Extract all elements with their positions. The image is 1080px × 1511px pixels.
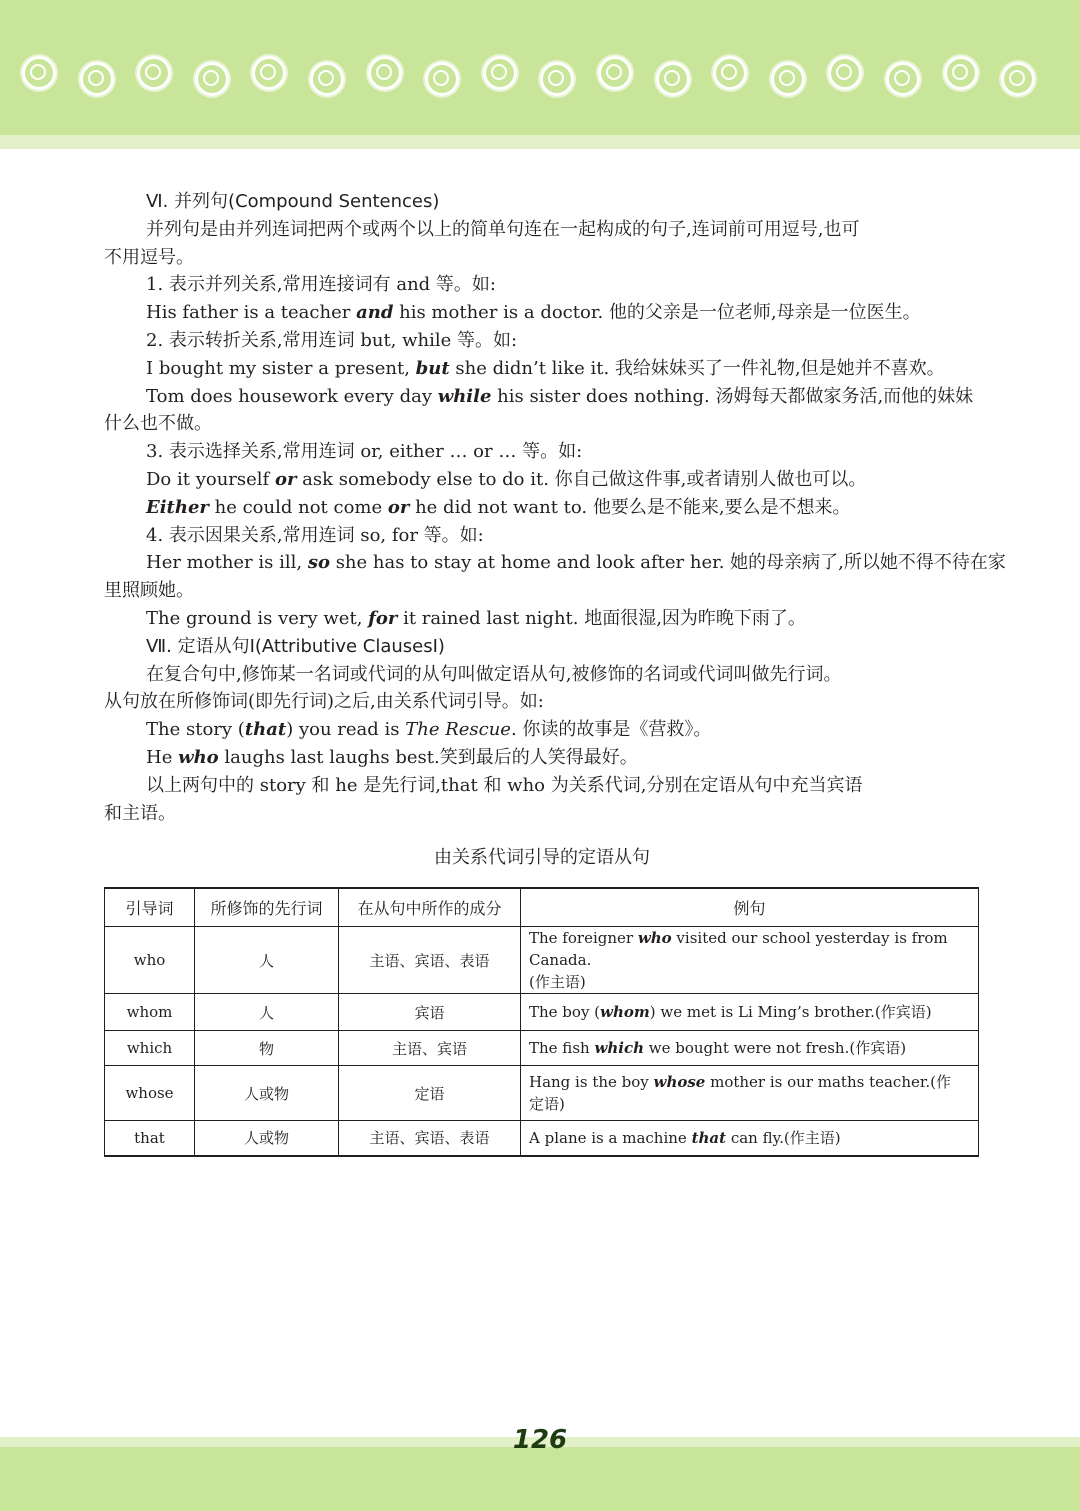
table-cell-antecedent: 人或物 <box>195 1066 339 1121</box>
ring-ornament-icon <box>22 56 56 90</box>
table-cell-word: which <box>105 1031 195 1066</box>
section6-item-2: 2. 表示转折关系,常用连词 but, while 等。如: <box>146 329 518 351</box>
table-cell-role: 主语、宾语、表语 <box>339 1121 521 1156</box>
ring-ornament-icon <box>310 62 344 96</box>
section6-item-3: 3. 表示选择关系,常用连词 or, either … or … 等。如: <box>146 441 583 463</box>
table-row <box>105 927 979 994</box>
section6-example-5: Either he could not come or he did not want to. 他要么是不能来,要么是不想来。 <box>146 496 851 518</box>
page-content <box>104 188 1006 827</box>
table-cell-antecedent: 人或物 <box>195 1121 339 1156</box>
table-cell-antecedent: 人 <box>195 994 339 1031</box>
relative-pronoun-table <box>104 887 979 1157</box>
section6-example-6-cont: 里照顾她。 <box>104 580 194 602</box>
section7-note-1: 以上两句中的 story 和 he 是先行词,that 和 who 为关系代词,分别在定语从句中充当宾语 <box>146 774 863 796</box>
table-header-row <box>105 888 979 927</box>
ring-ornament-icon <box>80 62 114 96</box>
table-header-cell: 例句 <box>521 888 979 927</box>
table-cell-example: Hang is the boy whose mother is our maths teacher.(作 定语) <box>521 1066 979 1121</box>
ring-ornament-icon <box>771 62 805 96</box>
table-header-cell: 所修饰的先行词 <box>195 888 339 927</box>
table-cell-role: 宾语 <box>339 994 521 1031</box>
ring-ornament-icon <box>656 62 690 96</box>
section6-intro-2: 不用逗号。 <box>104 246 194 268</box>
table-cell-role: 主语、宾语 <box>339 1031 521 1066</box>
section6-intro-1: 并列句是由并列连词把两个或两个以上的简单句连在一起构成的句子,连词前可用逗号,也可 <box>146 218 860 240</box>
table-row <box>105 1066 979 1121</box>
table-row <box>105 994 979 1031</box>
ring-ornament-icon <box>425 62 459 96</box>
section6-example-4: Do it yourself or ask somebody else to do it. 你自己做这件事,或者请别人做也可以。 <box>146 468 867 490</box>
table-cell-role: 主语、宾语、表语 <box>339 927 521 994</box>
section7-example-2: He who laughs last laughs best.笑到最后的人笑得最好。 <box>146 746 638 768</box>
section7-intro-2: 从句放在所修饰词(即先行词)之后,由关系代词引导。如: <box>104 691 544 713</box>
page-number: 126 <box>512 1425 568 1455</box>
table-cell-example: The foreigner who visited our school yesterday is from Canada. (作主语) <box>521 927 979 994</box>
table-cell-antecedent: 人 <box>195 927 339 994</box>
table-cell-word: that <box>105 1121 195 1156</box>
section6-example-7: The ground is very wet, for it rained last night. 地面很湿,因为昨晚下雨了。 <box>146 607 806 629</box>
ring-ornament-icon <box>1001 62 1035 96</box>
table-cell-example: The fish which we bought were not fresh.(作宾语) <box>521 1031 979 1066</box>
section6-example-3: Tom does housework every day while his sister does nothing. 汤姆每天都做家务活,而他的妹妹 <box>146 385 974 407</box>
ring-ornament-icon <box>368 56 402 90</box>
section6-heading: Ⅵ. 并列句(Compound Sentences) <box>146 191 440 212</box>
table-header-cell: 在从句中所作的成分 <box>339 888 521 927</box>
ring-ornament-icon <box>598 56 632 90</box>
section7-example-1: The story (that) you read is The Rescue. 你读的故事是《营救》。 <box>146 719 712 741</box>
ring-ornament-icon <box>195 62 229 96</box>
table-cell-example: The boy (whom) we met is Li Ming’s brother.(作宾语) <box>521 994 979 1031</box>
table-title: 由关系代词引导的定语从句 <box>434 847 650 868</box>
ring-ornament-icon <box>137 56 171 90</box>
table-cell-word: who <box>105 927 195 994</box>
section6-example-2: I bought my sister a present, but she didn’t like it. 我给妹妹买了一件礼物,但是她并不喜欢。 <box>146 357 945 379</box>
table-cell-word: whom <box>105 994 195 1031</box>
header-band-edge <box>0 135 1080 149</box>
ring-ornament-icon <box>713 56 747 90</box>
table-cell-role: 定语 <box>339 1066 521 1121</box>
table-cell-example: A plane is a machine that can fly.(作主语) <box>521 1121 979 1156</box>
section7-intro-1: 在复合句中,修饰某一名词或代词的从句叫做定语从句,被修饰的名词或代词叫做先行词。 <box>146 663 842 685</box>
section6-item-1: 1. 表示并列关系,常用连接词有 and 等。如: <box>146 274 496 296</box>
section6-example-3-cont: 什么也不做。 <box>104 413 212 435</box>
table-cell-word: whose <box>105 1066 195 1121</box>
section7-note-2: 和主语。 <box>104 802 176 824</box>
table-cell-antecedent: 物 <box>195 1031 339 1066</box>
ring-ornament-icon <box>886 62 920 96</box>
table-row <box>105 1031 979 1066</box>
section7-heading: Ⅶ. 定语从句Ⅰ(Attributive ClausesⅠ) <box>146 635 445 657</box>
section6-example-6: Her mother is ill, so she has to stay at home and look after her. 她的母亲病了,所以她不得不待在家 <box>146 552 1006 574</box>
section6-example-1: His father is a teacher and his mother is a doctor. 他的父亲是一位老师,母亲是一位医生。 <box>146 302 921 324</box>
table-row <box>105 1121 979 1156</box>
section6-item-4: 4. 表示因果关系,常用连词 so, for 等。如: <box>146 524 484 546</box>
ring-ornament-icon <box>483 56 517 90</box>
ring-ornament-icon <box>944 56 978 90</box>
table-header-cell: 引导词 <box>105 888 195 927</box>
